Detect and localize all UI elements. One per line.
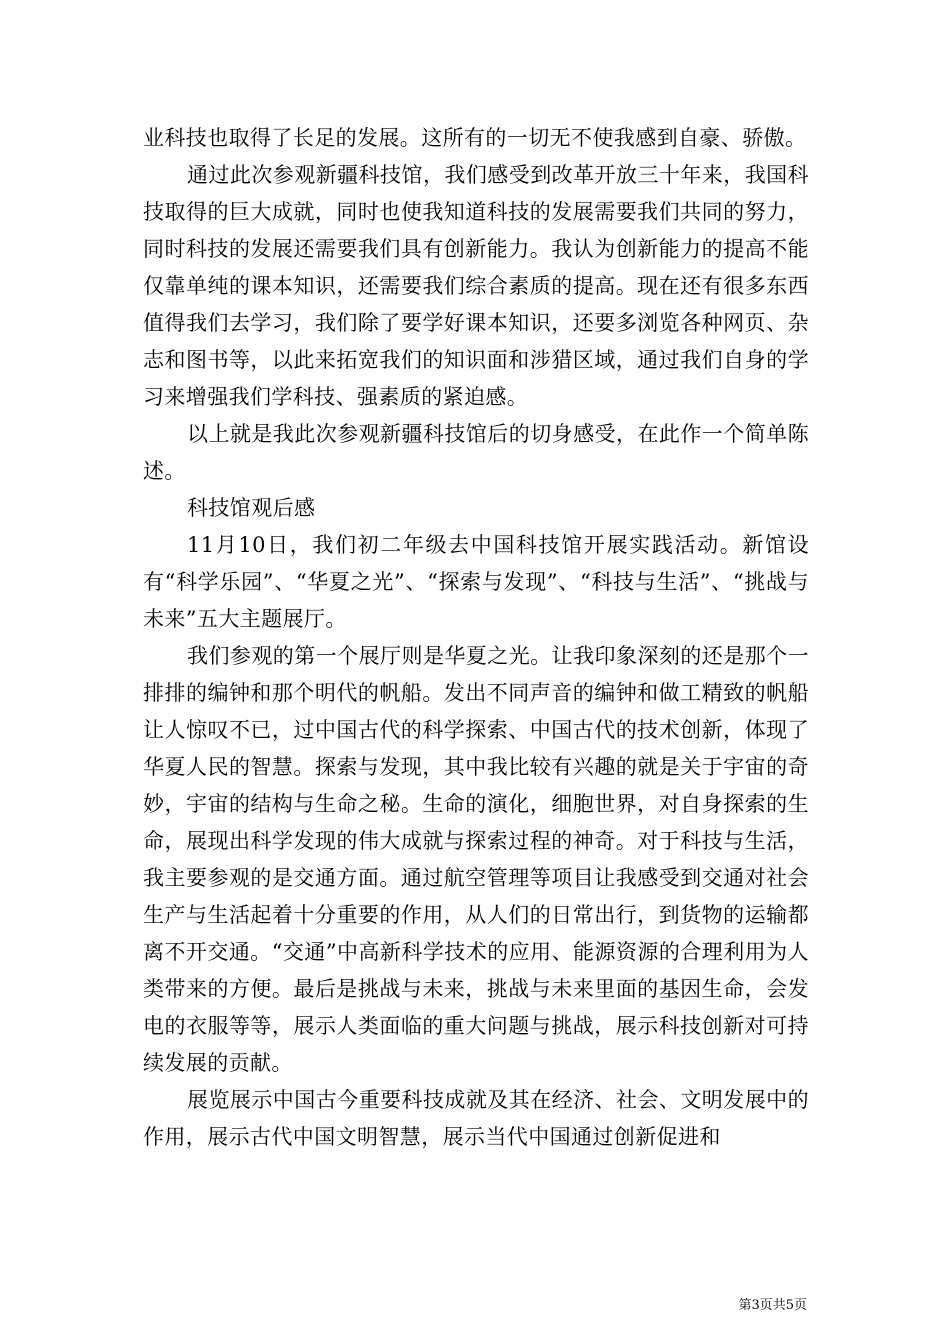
paragraph-reflection: 通过此次参观新疆科技馆，我们感受到改革开放三十年来，我国科技取得的巨大成就，同时也使我知道科技的发展需要我们共同的努力，同时科技的发展还需要我们具有创新能力。我认为创新能力的提高不能仅靠单纯的课本知识，还需要我们综合素质的提高。现在还有很多东西值得我们去学习，我们除了要学好课本知识，还要多浏览各种网页、杂志和图书等，以此来拓宽我们的知识面和涉猎区域，通过我们自身的学习来增强我们学科技、强素质的紧迫感。 [143, 163, 809, 409]
paragraph-exhibition-purpose: 展览展示中国古今重要科技成就及其在经济、社会、文明发展中的作用，展示古代中国文明智慧，展示当代中国通过创新促进和 [143, 1088, 809, 1149]
paragraph-summary: 以上就是我此次参观新疆科技馆后的切身感受，在此作一个简单陈述。 [143, 422, 809, 483]
paragraph-continuation: 业科技也取得了长足的发展。这所有的一切无不使我感到自豪、骄傲。 [143, 126, 807, 150]
section-heading: 科技馆观后感 [187, 496, 316, 520]
paragraph-exhibits: 我们参观的第一个展厅则是华夏之光。让我印象深刻的还是那个一排排的编钟和那个明代的帆船。发出不同声音的编钟和做工精致的帆船让人惊叹不已，过中国古代的科学探索、中国古代的技术创新，体现了华夏人民的智慧。探索与发现，其中我比较有兴趣的就是关于宇宙的奇妙，宇宙的结构与生命之秘。生命的演化，细胞世界，对自身探索的生命，展现出科学发现的伟大成就与探索过程的神奇。对于科技与生活，我主要参观的是交通方面。通过航空管理等项目让我感受到交通对社会生产与生活起着十分重要的作用，从人们的日常出行，到货物的运输都离不开交通。“交通”中高新科学技术的应用、能源资源的合理利用为人类带来的方便。最后是挑战与未来，挑战与未来里面的基因生命，会发电的衣服等等，展示人类面临的重大问题与挑战，展示科技创新对可持续发展的贡献。 [143, 644, 809, 1075]
paragraph-visit-intro: 11月10日，我们初二年级去中国科技馆开展实践活动。新馆设有“科学乐园”、“华夏之光”、“探索与发现”、“科技与生活”、“挑战与未来”五大主题展厅。 [143, 533, 809, 631]
document-body [143, 120, 809, 1156]
page-number: 第3页共5页 [738, 1298, 807, 1313]
